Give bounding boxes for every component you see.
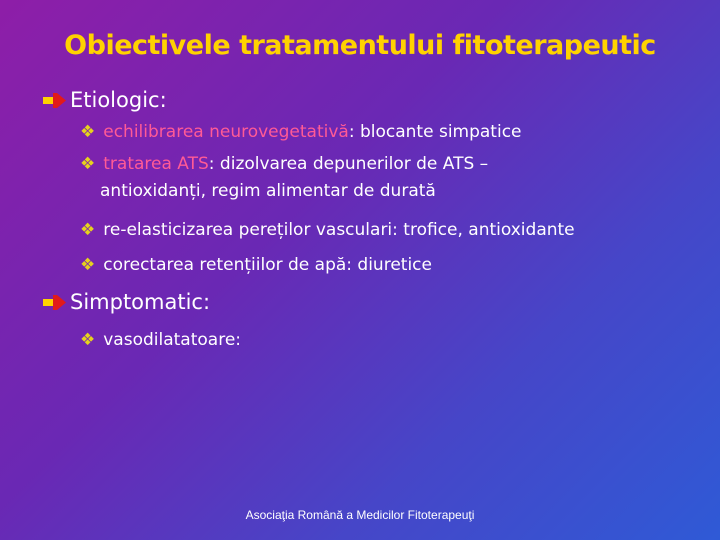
item-text: corectarea retențiilor de apă: diuretice: [103, 255, 432, 275]
diamond-bullet-icon: ❖: [80, 220, 96, 240]
diamond-bullet-icon: ❖: [80, 122, 96, 142]
item-text: : dizolvarea depunerilor de ATS –: [208, 154, 489, 174]
list-item: [80, 119, 700, 146]
arrow-bullet-icon: [42, 90, 68, 110]
list-item: [80, 327, 700, 354]
section-heading: Etiologic:: [70, 88, 167, 112]
section-etiologic: [42, 88, 167, 112]
item-text: vasodilatatoare:: [103, 330, 242, 350]
diamond-bullet-icon: ❖: [80, 154, 96, 174]
arrow-bullet-icon: [42, 292, 68, 312]
item-highlight: tratarea ATS: [103, 154, 209, 174]
item-text: re-elasticizarea pereților vasculari: trofice, antioxidante: [103, 220, 575, 240]
section-heading: Simptomatic:: [70, 290, 211, 314]
list-item: [80, 217, 700, 244]
slide-title: Obiectivele tratamentului fitoterapeutic: [64, 30, 656, 61]
section-simptomatic: [42, 290, 210, 314]
list-item: [80, 252, 700, 279]
diamond-bullet-icon: ❖: [80, 330, 96, 350]
item-highlight: echilibrarea neurovegetativă: [103, 122, 349, 142]
item-continuation: antioxidanți, regim alimentar de durată: [100, 181, 436, 201]
footer: Asociaţia Română a Medicilor Fitoterapeuţi: [245, 508, 475, 522]
item-text: : blocante simpatice: [348, 122, 522, 142]
diamond-bullet-icon: ❖: [80, 255, 96, 275]
list-item: [80, 151, 700, 205]
